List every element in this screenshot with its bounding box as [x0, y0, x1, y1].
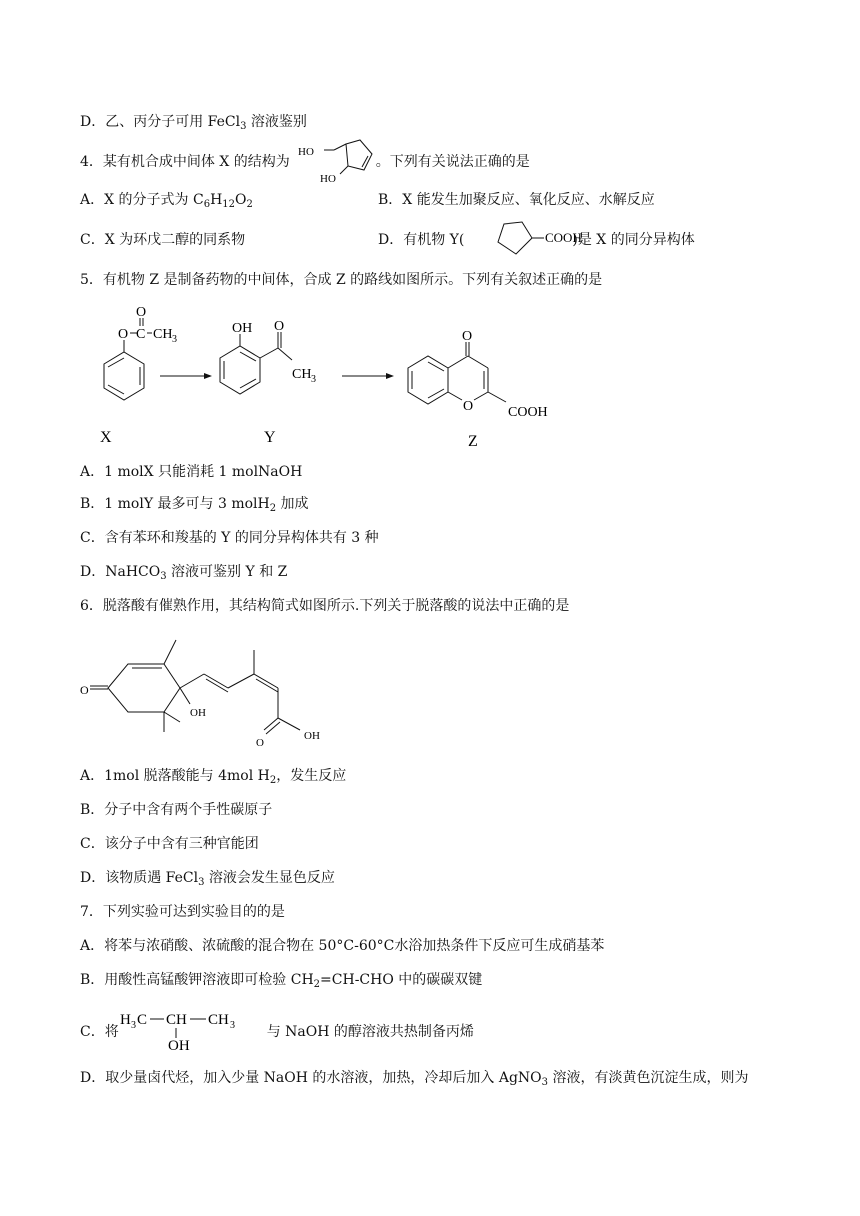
q6-abscisic-acid-structure — [78, 626, 338, 756]
q5-reaction-scheme — [78, 296, 598, 456]
svg-text:COOH: COOH — [545, 230, 582, 245]
q7-stem: 7．下列实验可达到实验目的的是 — [80, 904, 285, 920]
q6-option-d: D．该物质遇 FeCl$_3$ 溶液会发生显色反应 — [80, 870, 335, 888]
q3-option-d: D．乙、丙分子可用 FeCl$_3$ 溶液鉴别 — [80, 114, 307, 132]
q4-structure-x — [296, 136, 386, 188]
svg-text:COOH: COOH — [508, 405, 548, 420]
svg-text:X: X — [100, 429, 112, 446]
q5-option-b: B．1 molY 最多可与 3 molH$_2$ 加成 — [80, 496, 309, 514]
q7-option-a: A．将苯与浓硝酸、浓硫酸的混合物在 50°C-60°C水浴加热条件下反应可生成硝基苯 — [80, 938, 605, 954]
q6-option-a: A．1mol 脱落酸能与 4mol $H_2$，发生反应 — [80, 768, 347, 786]
svg-text:O: O — [462, 329, 473, 344]
svg-text:OH: OH — [232, 321, 253, 336]
q4-option-a: A．X 的分子式为 $C_6H_{12}O_2$ — [80, 192, 253, 210]
q4-option-d: D．有机物 Y( )是 X 的同分异构体 — [378, 232, 695, 248]
svg-text:3: 3 — [172, 334, 177, 345]
svg-text:CH: CH — [166, 1012, 187, 1028]
svg-text:C: C — [137, 1012, 148, 1028]
svg-text:O: O — [274, 319, 285, 334]
q5-stem: 5．有机物 Z 是制备药物的中间体，合成 Z 的路线如图所示。下列有关叙述正确的是 — [80, 272, 603, 288]
q6-option-b: B．分子中含有两个手性碳原子 — [80, 802, 273, 818]
q5-option-a: A．1 molX 只能消耗 1 molNaOH — [80, 464, 303, 480]
svg-text:O: O — [256, 737, 264, 749]
svg-text:O: O — [463, 399, 474, 414]
svg-text:O: O — [118, 327, 129, 342]
q6-stem: 6．脱落酸有催熟作用，其结构简式如图所示.下列关于脱落酸的说法中正确的是 — [80, 598, 570, 614]
svg-text:3: 3 — [131, 1020, 136, 1031]
q4-option-c: C．X 为环戊二醇的同系物 — [80, 232, 246, 248]
q5-option-d: D．NaHCO$_3$ 溶液可鉴别 Y 和 Z — [80, 564, 288, 582]
svg-text:O: O — [80, 683, 89, 697]
q4-option-b: B．X 能发生加聚反应、氧化反应、水解反应 — [378, 192, 655, 208]
q7-option-b: B．用酸性高锰酸钾溶液即可检验 $CH_2=CH$-CHO 中的碳碳双键 — [80, 972, 483, 990]
q4-structure-y-cyclopentane — [488, 220, 600, 260]
svg-text:O: O — [136, 305, 147, 320]
svg-text:3: 3 — [311, 374, 316, 385]
svg-text:OH: OH — [168, 1038, 190, 1054]
q7-isopropanol-structure — [118, 1004, 248, 1054]
svg-text:OH: OH — [190, 707, 206, 719]
svg-text:HO: HO — [298, 146, 314, 158]
svg-text:C: C — [136, 327, 146, 342]
q4-stem: 4．某有机合成中间体 X 的结构为 。下列有关说法正确的是 — [80, 154, 530, 170]
q5-option-c: C．含有苯环和羧基的 Y 的同分异构体共有 3 种 — [80, 530, 379, 546]
q7-option-c: C．将 与 NaOH 的醇溶液共热制备丙烯 — [80, 1024, 474, 1040]
svg-text:CH: CH — [208, 1012, 229, 1028]
q6-option-c: C．该分子中含有三种官能团 — [80, 836, 259, 852]
svg-text:HO: HO — [320, 173, 336, 185]
svg-text:CH: CH — [153, 327, 173, 342]
svg-text:H: H — [120, 1012, 131, 1028]
svg-text:Y: Y — [264, 429, 276, 446]
svg-text:Z: Z — [468, 433, 478, 450]
svg-text:3: 3 — [230, 1020, 235, 1031]
q7-option-d: D．取少量卤代烃，加入少量 NaOH 的水溶液，加热，冷却后加入 AgNO$_3$ 溶液，有淡黄色沉淀生成，则为 — [80, 1070, 749, 1088]
svg-text:CH: CH — [292, 367, 312, 382]
svg-text:OH: OH — [304, 730, 320, 742]
